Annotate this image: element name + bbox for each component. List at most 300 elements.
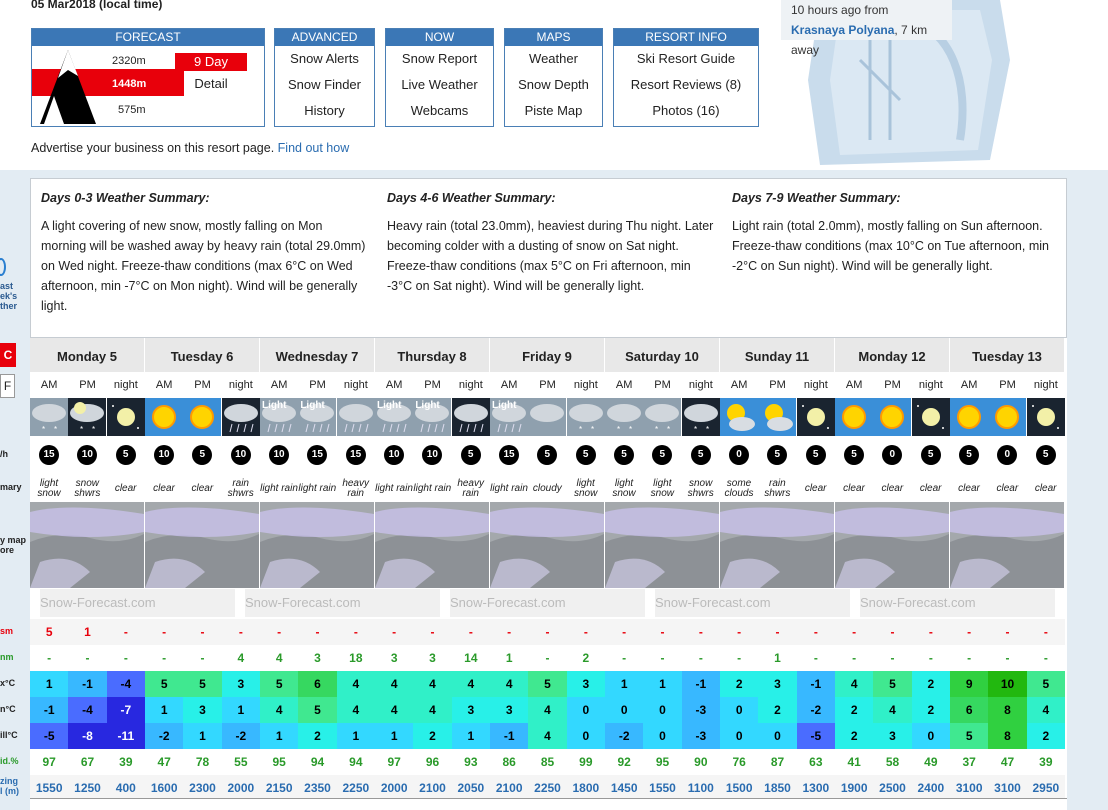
map-image <box>605 502 719 588</box>
weather-icon <box>720 398 758 436</box>
weather-map[interactable] <box>835 502 949 588</box>
elevation-top[interactable]: 2320m <box>112 55 146 67</box>
rain-cell: - <box>720 645 758 671</box>
freezing-level-cell: 3100 <box>988 775 1026 801</box>
humidity-cell: 92 <box>605 749 643 775</box>
weather-icon <box>758 398 796 436</box>
report-distance: , 7 km away <box>791 23 928 57</box>
wind-indicator <box>30 438 68 472</box>
max-temp-label: x°C <box>0 678 16 688</box>
max-temp-cell: 4 <box>835 671 873 697</box>
forecast-table <box>30 338 1067 810</box>
wind-indicator <box>950 438 988 472</box>
wind-indicator <box>490 438 528 472</box>
snow-cell: - <box>950 619 988 645</box>
wind-speed: 5 <box>116 445 136 465</box>
wind-indicator <box>337 438 375 472</box>
wind-speed: 5 <box>652 445 672 465</box>
rain-cell: - <box>950 645 988 671</box>
weather-icon <box>107 398 145 436</box>
map-image <box>950 502 1064 588</box>
period-label: night <box>222 374 260 396</box>
max-temp-cell: -1 <box>797 671 835 697</box>
snow-cell: - <box>720 619 758 645</box>
freezing-level-cell: 3100 <box>950 775 988 801</box>
freezing-level-cell: 400 <box>107 775 145 801</box>
rain-cell: 4 <box>260 645 298 671</box>
wind-indicator <box>528 438 566 472</box>
wind-speed: 15 <box>307 445 327 465</box>
snow-cell: - <box>912 619 950 645</box>
humidity-cell: 47 <box>145 749 183 775</box>
snow-forecast-logo-bar <box>450 589 645 617</box>
period-label: AM <box>720 374 758 396</box>
wind-indicator <box>988 438 1026 472</box>
wind-speed: 15 <box>346 445 366 465</box>
min-temp-cell: 5 <box>298 697 336 723</box>
chill-cell: 8 <box>988 723 1026 749</box>
nav-resort-info-header[interactable]: RESORT INFO <box>614 29 758 46</box>
local-date: 05 Mar2018 (local time) <box>31 0 163 11</box>
chill-cell: -2 <box>605 723 643 749</box>
period-label: AM <box>605 374 643 396</box>
snow-forecast-logo-bar <box>40 589 235 617</box>
chill-label: ill°C <box>0 730 18 740</box>
weather-map[interactable] <box>720 502 834 588</box>
weather-summary: cloudy <box>532 483 562 494</box>
piste-map-link[interactable]: Piste Map <box>524 103 583 118</box>
rain-cell: - <box>988 645 1026 671</box>
weather-summary: rain shwrs <box>764 478 791 499</box>
humidity-cell: 49 <box>912 749 950 775</box>
wind-indicator <box>68 438 106 472</box>
day-header[interactable]: Wednesday 7 <box>260 338 375 372</box>
min-temp-cell: 4 <box>1027 697 1065 723</box>
chill-cell: 1 <box>337 723 375 749</box>
freezing-level-cell: 1500 <box>720 775 758 801</box>
map-image <box>720 502 834 588</box>
freezing-level-cell: 1100 <box>682 775 720 801</box>
weather-icon <box>375 398 413 436</box>
freezing-level-cell: 1550 <box>643 775 681 801</box>
weather-map[interactable] <box>375 502 489 588</box>
min-temp-cell: 2 <box>758 697 796 723</box>
humidity-cell: 99 <box>567 749 605 775</box>
snow-cell: - <box>643 619 681 645</box>
min-temp-cell: 4 <box>375 697 413 723</box>
weather-summary: clear <box>114 483 137 494</box>
snow-forecast-logo-bar <box>655 589 850 617</box>
min-temp-cell: 3 <box>490 697 528 723</box>
weather-map[interactable] <box>30 502 144 588</box>
day-header[interactable]: Monday 5 <box>30 338 145 372</box>
period-label: night <box>107 374 145 396</box>
map-image <box>490 502 604 588</box>
rain-cell: - <box>912 645 950 671</box>
weather-icon <box>260 398 298 436</box>
weather-icon <box>682 398 720 436</box>
weather-summary: clear <box>881 483 904 494</box>
chill-cell: -1 <box>490 723 528 749</box>
wind-indicator <box>835 438 873 472</box>
max-temp-cell: 9 <box>950 671 988 697</box>
chill-cell: 0 <box>912 723 950 749</box>
elevation-bottom[interactable]: 575m <box>118 104 146 116</box>
chill-cell: 0 <box>643 723 681 749</box>
map-image <box>30 502 144 588</box>
max-temp-cell: 4 <box>452 671 490 697</box>
snow-depth-link[interactable]: Snow Depth <box>518 77 589 92</box>
weather-summary: snow shwrs <box>687 478 714 499</box>
max-temp-cell: 3 <box>222 671 260 697</box>
min-temp-cell: -7 <box>107 697 145 723</box>
freezing-level-label: zing l (m) <box>0 776 19 796</box>
chill-cell: 2 <box>413 723 451 749</box>
max-temp-cell: 4 <box>413 671 451 697</box>
wind-indicator <box>145 438 183 472</box>
max-temp-cell: 5 <box>183 671 221 697</box>
period-label: night <box>912 374 950 396</box>
nav-advanced-header[interactable]: ADVANCED <box>275 29 374 46</box>
snow-finder-link[interactable]: Snow Finder <box>288 77 361 92</box>
weather-summary: clear <box>919 483 942 494</box>
period-label: night <box>682 374 720 396</box>
wind-speed: 10 <box>384 445 404 465</box>
period-label: AM <box>30 374 68 396</box>
wind-speed: 5 <box>691 445 711 465</box>
advertise-label: Advertise your business on this resort page. <box>31 141 275 155</box>
min-temp-cell: 4 <box>528 697 566 723</box>
wind-speed: 5 <box>192 445 212 465</box>
chill-cell: 1 <box>260 723 298 749</box>
period-label: PM <box>413 374 451 396</box>
wind-unit-label: /h <box>0 449 8 459</box>
min-temp-cell: 0 <box>605 697 643 723</box>
weather-summary: clear <box>996 483 1019 494</box>
rain-cell: - <box>107 645 145 671</box>
humidity-cell: 39 <box>1027 749 1065 775</box>
wind-indicator <box>567 438 605 472</box>
rain-cell: 18 <box>337 645 375 671</box>
snow-cell: - <box>107 619 145 645</box>
chill-cell: 2 <box>298 723 336 749</box>
freezing-level-cell: 1450 <box>605 775 643 801</box>
snow-cell: - <box>298 619 336 645</box>
humidity-cell: 90 <box>682 749 720 775</box>
snow-cell: 5 <box>30 619 68 645</box>
min-temp-cell: 0 <box>643 697 681 723</box>
snow-label: sm <box>0 626 14 636</box>
min-temp-cell: 6 <box>950 697 988 723</box>
freezing-level-cell: 2050 <box>452 775 490 801</box>
snow-forecast-logo: Snow-Forecast.com <box>860 595 976 610</box>
webcams-link[interactable]: Webcams <box>410 103 469 118</box>
wind-indicator <box>758 438 796 472</box>
max-temp-cell: 5 <box>260 671 298 697</box>
min-temp-cell: 4 <box>260 697 298 723</box>
chill-cell: 1 <box>452 723 490 749</box>
svg-text:*: * <box>92 425 96 434</box>
wind-indicator <box>183 438 221 472</box>
wind-speed: 5 <box>614 445 634 465</box>
weather-summary-box <box>30 178 1067 338</box>
period-label: PM <box>873 374 911 396</box>
snow-forecast-logo: Snow-Forecast.com <box>40 595 156 610</box>
chill-cell: 3 <box>873 723 911 749</box>
last-week-label[interactable]: ast ek's ther <box>0 281 18 311</box>
weather-summary: light rain <box>260 483 298 494</box>
svg-text:*: * <box>80 425 84 434</box>
weather-summary: light rain <box>298 483 337 494</box>
summary-text: A light covering of new snow, mostly falling on Mon morning will be washed away by heavy rain (total 29.0mm) on Wed night. Freeze-thaw conditions (max 6°C on Wed afternoon, min -7°C on Mon night). Wind will be generally light. <box>41 219 366 313</box>
summary-label: mary <box>0 482 22 492</box>
rain-cell: 3 <box>298 645 336 671</box>
weather-icon <box>298 398 336 436</box>
snow-cell: - <box>1027 619 1065 645</box>
freezing-level-cell: 2400 <box>912 775 950 801</box>
humidity-cell: 85 <box>528 749 566 775</box>
rain-cell: - <box>605 645 643 671</box>
max-temp-cell: 3 <box>758 671 796 697</box>
humidity-label: id.% <box>0 756 19 766</box>
max-temp-cell: 2 <box>720 671 758 697</box>
rain-cell: - <box>68 645 106 671</box>
min-temp-cell: 3 <box>452 697 490 723</box>
max-temp-cell: 2 <box>912 671 950 697</box>
chill-cell: 1 <box>375 723 413 749</box>
nav-resort-info <box>613 28 759 127</box>
freezing-level-cell: 2150 <box>260 775 298 801</box>
svg-text:*: * <box>655 425 659 434</box>
rain-cell: - <box>1027 645 1065 671</box>
weather-icon <box>912 398 950 436</box>
weather-icon <box>490 398 528 436</box>
rain-cell: 1 <box>758 645 796 671</box>
max-temp-cell: 5 <box>873 671 911 697</box>
humidity-cell: 97 <box>375 749 413 775</box>
max-temp-cell: 3 <box>567 671 605 697</box>
period-label: AM <box>145 374 183 396</box>
weather-summary: light rain <box>375 483 413 494</box>
map-label[interactable]: y map ore <box>0 535 27 555</box>
report-prefix: 10 hours ago from <box>791 3 889 17</box>
summary-days-0-3 <box>41 191 371 316</box>
weather-map-link[interactable]: Weather <box>529 51 578 66</box>
weather-map[interactable] <box>605 502 719 588</box>
fahrenheit-toggle[interactable]: F <box>0 374 15 398</box>
resort-reviews-link[interactable]: Resort Reviews (8) <box>630 77 742 92</box>
weather-icon <box>988 398 1026 436</box>
freezing-level-cell: 2000 <box>375 775 413 801</box>
weather-summary: light snow <box>612 478 636 499</box>
svg-text:*: * <box>617 425 621 434</box>
svg-text:*: * <box>578 425 582 434</box>
history-link[interactable]: History <box>304 103 345 118</box>
period-label: night <box>797 374 835 396</box>
wind-indicator <box>912 438 950 472</box>
day-header[interactable]: Thursday 8 <box>375 338 490 372</box>
rain-cell: - <box>797 645 835 671</box>
detail-link[interactable]: Detail <box>194 76 228 91</box>
period-label: AM <box>835 374 873 396</box>
weather-summary: clear <box>804 483 827 494</box>
period-label: PM <box>528 374 566 396</box>
wind-indicator <box>720 438 758 472</box>
weather-icon <box>873 398 911 436</box>
freezing-level-cell: 2300 <box>183 775 221 801</box>
snow-alerts-link[interactable]: Snow Alerts <box>290 51 359 66</box>
weather-map[interactable] <box>950 502 1064 588</box>
snow-forecast-logo: Snow-Forecast.com <box>655 595 771 610</box>
humidity-cell: 97 <box>30 749 68 775</box>
weather-icon <box>1027 398 1065 436</box>
wind-speed: 15 <box>499 445 519 465</box>
weather-summary: clear <box>191 483 214 494</box>
day-header[interactable]: Friday 9 <box>490 338 605 372</box>
forecast-box <box>31 28 265 127</box>
min-temp-cell: 0 <box>720 697 758 723</box>
min-temp-cell: 2 <box>912 697 950 723</box>
weather-summary: light snow <box>37 478 61 499</box>
summary-text: Heavy rain (total 23.0mm), heaviest during Thu night. Later becoming colder with a dusting of snow on Sat night. Freeze-thaw conditions (max 5°C on Fri afternoon, min -3°C on Sat night). Wind will be generally light. <box>387 219 714 293</box>
snow-cell: - <box>413 619 451 645</box>
wind-speed: 5 <box>806 445 826 465</box>
weather-summary: clear <box>843 483 865 494</box>
period-label: PM <box>298 374 336 396</box>
snow-cell: - <box>988 619 1026 645</box>
min-temp-cell: -2 <box>797 697 835 723</box>
wind-speed: 5 <box>537 445 557 465</box>
map-image <box>145 502 259 588</box>
mountain-icon <box>38 48 98 124</box>
day-header[interactable]: Tuesday 13 <box>950 338 1065 372</box>
wind-indicator <box>413 438 451 472</box>
svg-text:*: * <box>42 425 46 434</box>
wind-speed: 0 <box>729 445 749 465</box>
day-header[interactable]: Monday 12 <box>835 338 950 372</box>
weather-summary: light rain <box>490 483 528 494</box>
nine-day-button[interactable]: 9 Day <box>175 53 247 71</box>
humidity-cell: 58 <box>873 749 911 775</box>
rain-cell: - <box>528 645 566 671</box>
weather-map[interactable] <box>490 502 604 588</box>
wind-indicator <box>298 438 336 472</box>
weather-summary: light snow <box>573 478 598 499</box>
min-temp-cell: -3 <box>682 697 720 723</box>
max-temp-cell: 5 <box>1027 671 1065 697</box>
snow-forecast-logo-bar <box>860 589 1055 617</box>
rain-label: nm <box>0 652 14 662</box>
rain-cell: - <box>183 645 221 671</box>
snow-forecast-logo: Snow-Forecast.com <box>245 595 361 610</box>
max-temp-cell: 5 <box>145 671 183 697</box>
wind-indicator <box>643 438 681 472</box>
rain-cell: - <box>835 645 873 671</box>
period-label: AM <box>950 374 988 396</box>
wind-speed: 5 <box>576 445 596 465</box>
rain-cell: 14 <box>452 645 490 671</box>
wind-indicator <box>452 438 490 472</box>
day-header[interactable]: Saturday 10 <box>605 338 720 372</box>
freezing-level-cell: 1900 <box>835 775 873 801</box>
forecast-header[interactable]: FORECAST <box>32 29 264 46</box>
svg-text:*: * <box>54 425 58 434</box>
wind-speed: 10 <box>269 445 289 465</box>
map-image <box>375 502 489 588</box>
chill-cell: -5 <box>797 723 835 749</box>
snow-cell: - <box>682 619 720 645</box>
wind-indicator <box>682 438 720 472</box>
report-place-link[interactable]: Krasnaya Polyana <box>791 23 895 37</box>
chill-cell: 2 <box>1027 723 1065 749</box>
weather-icon <box>222 398 260 436</box>
day-header[interactable]: Sunday 11 <box>720 338 835 372</box>
chill-cell: 0 <box>758 723 796 749</box>
weather-summary: light rain <box>413 483 452 494</box>
svg-text:*: * <box>693 425 697 434</box>
weather-icon <box>835 398 873 436</box>
humidity-cell: 67 <box>68 749 106 775</box>
freezing-level-cell: 2350 <box>298 775 336 801</box>
weather-map[interactable] <box>260 502 374 588</box>
chill-cell: 5 <box>950 723 988 749</box>
ski-resort-guide-link[interactable]: Ski Resort Guide <box>636 51 736 66</box>
summary-days-7-9 <box>732 191 1062 276</box>
elevation-mid[interactable]: 1448m <box>112 78 147 90</box>
nav-now-header[interactable]: NOW <box>386 29 493 46</box>
wind-indicator <box>873 438 911 472</box>
map-image <box>260 502 374 588</box>
freezing-level-cell: 2250 <box>528 775 566 801</box>
icon-caption: Light <box>492 400 517 411</box>
weather-icon <box>528 398 566 436</box>
last-week-icon[interactable] <box>0 258 6 276</box>
summary-title: Days 4-6 Weather Summary: <box>387 191 556 205</box>
live-weather-link[interactable]: Live Weather <box>401 77 478 92</box>
wind-speed: 10 <box>154 445 174 465</box>
weather-summary: clear <box>1034 483 1057 494</box>
wind-speed: 0 <box>882 445 902 465</box>
photos-link[interactable]: Photos (16) <box>652 103 720 118</box>
humidity-cell: 93 <box>452 749 490 775</box>
weather-map[interactable] <box>145 502 259 588</box>
humidity-cell: 87 <box>758 749 796 775</box>
find-out-how-link[interactable]: Find out how <box>277 141 350 155</box>
period-label: PM <box>988 374 1026 396</box>
period-label: AM <box>375 374 413 396</box>
summary-title: Days 0-3 Weather Summary: <box>41 191 210 205</box>
period-label: PM <box>183 374 221 396</box>
snow-report-link[interactable]: Snow Report <box>401 51 478 66</box>
nav-now <box>385 28 494 127</box>
snow-cell: - <box>490 619 528 645</box>
humidity-cell: 78 <box>183 749 221 775</box>
wind-speed: 15 <box>39 445 59 465</box>
day-header[interactable]: Tuesday 6 <box>145 338 260 372</box>
chill-cell: 0 <box>567 723 605 749</box>
snow-cell: - <box>873 619 911 645</box>
max-temp-cell: 1 <box>605 671 643 697</box>
snow-cell: - <box>605 619 643 645</box>
celsius-toggle[interactable]: C <box>0 343 16 367</box>
wind-speed: 5 <box>959 445 979 465</box>
nav-maps-header[interactable]: MAPS <box>505 29 602 46</box>
max-temp-cell: -1 <box>68 671 106 697</box>
icon-caption: Light <box>377 400 402 411</box>
humidity-cell: 95 <box>643 749 681 775</box>
max-temp-cell: 1 <box>30 671 68 697</box>
chill-cell: -5 <box>30 723 68 749</box>
